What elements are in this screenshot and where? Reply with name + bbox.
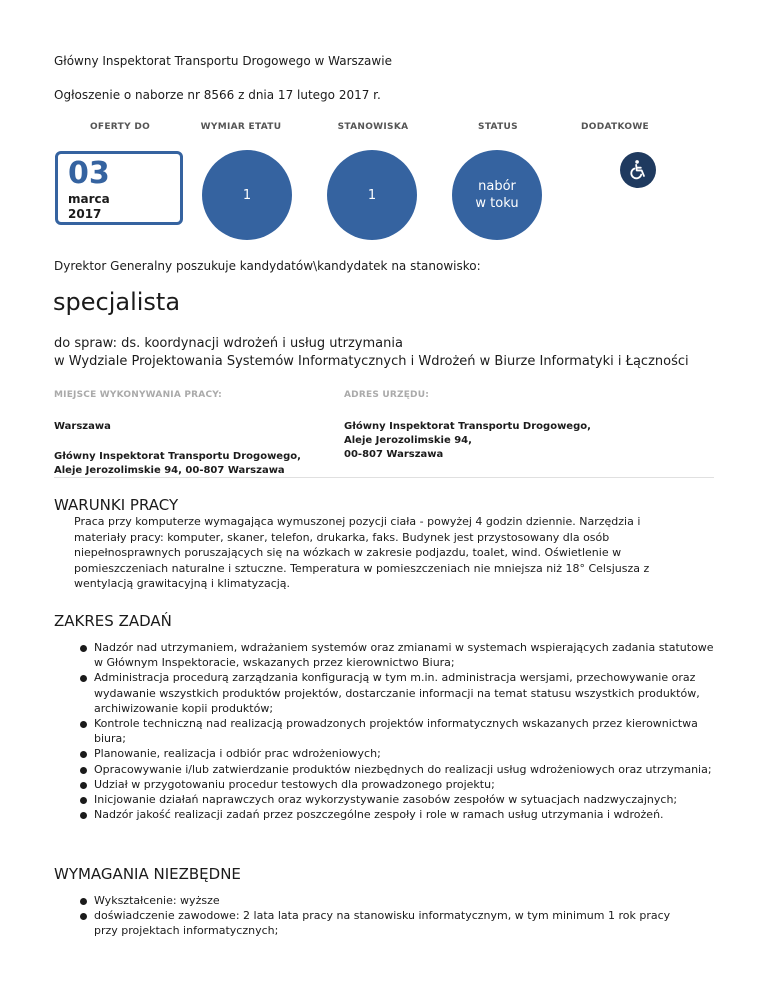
list-item: Nadzór nad utrzymaniem, wdrażaniem systemów oraz zmianami w systemach wspierających zadania statutowe w Głównym Inspektoracie, wskazanych przez kierownictwo Biura; xyxy=(74,640,714,670)
deadline-box xyxy=(55,151,183,225)
requirements-title: WYMAGANIA NIEZBĘDNE xyxy=(54,865,241,883)
list-item: Inicjowanie działań naprawczych oraz wykorzystywanie zasobów zespołów w sytuacjach nadzwyczajnych; xyxy=(74,792,714,807)
office-label: ADRES URZĘDU: xyxy=(344,390,430,400)
duties-title: ZAKRES ZADAŃ xyxy=(54,612,172,630)
positions-value: 1 xyxy=(367,187,377,203)
col-extra: DODATKOWE xyxy=(581,122,649,132)
positions-circle xyxy=(327,150,417,240)
col-offers-until: OFERTY DO xyxy=(89,122,151,132)
requirements-list xyxy=(74,893,694,939)
etat-circle xyxy=(202,150,292,240)
workplace-city: Warszawa xyxy=(54,421,111,432)
office-line2: Aleje Jerozolimskie 94, xyxy=(344,435,472,446)
etat-value: 1 xyxy=(242,187,252,203)
list-item: Wykształcenie: wyższe xyxy=(74,893,694,908)
workplace-line1: Główny Inspektorat Transportu Drogowego, xyxy=(54,451,301,462)
list-item: Kontrole techniczną nad realizacją prowadzonych projektów informatycznych wskazanych przez kierownictwa biura; xyxy=(74,716,714,746)
col-etat: WYMIAR ETATU xyxy=(200,122,282,132)
status-line2: w toku xyxy=(475,196,519,211)
intro-text: Dyrektor Generalny poszukuje kandydatów\kandydatek na stanowisko: xyxy=(54,259,481,273)
col-status: STATUS xyxy=(478,122,518,132)
notice-number: Ogłoszenie o naborze nr 8566 z dnia 17 lutego 2017 r. xyxy=(54,88,381,102)
col-positions: STANOWISKA xyxy=(337,122,409,132)
deadline-month: marca xyxy=(68,192,110,206)
workplace-address xyxy=(54,450,301,478)
wheelchair-icon xyxy=(620,152,656,188)
position-title: specjalista xyxy=(53,288,181,316)
list-item: Administracja procedurą zarządzania konfiguracją w tym m.in. administracja wersjami, przechowywanie oraz wydawanie wszystkich produktów projektów, dostarczanie informacji na temat statusu wszystkich produktów, archiwizowanie kopii produktów; xyxy=(74,670,714,716)
workplace-line2: Aleje Jerozolimskie 94, 00-807 Warszawa xyxy=(54,465,285,476)
office-line1: Główny Inspektorat Transportu Drogowego, xyxy=(344,421,591,432)
position-scope: do spraw: ds. koordynacji wdrożeń i usług utrzymania xyxy=(54,336,403,351)
section-divider xyxy=(54,477,714,478)
workplace-label: MIEJSCE WYKONYWANIA PRACY: xyxy=(54,390,222,400)
institution-name: Główny Inspektorat Transportu Drogowego w Warszawie xyxy=(54,54,392,68)
deadline-day: 03 xyxy=(68,156,110,191)
status-line1: nabór xyxy=(478,179,516,194)
list-item: Planowanie, realizacja i odbiór prac wdrożeniowych; xyxy=(74,746,714,761)
status-circle xyxy=(452,150,542,240)
office-line3: 00-807 Warszawa xyxy=(344,449,444,460)
conditions-title: WARUNKI PRACY xyxy=(54,496,179,514)
duties-list xyxy=(74,640,714,822)
list-item: Opracowywanie i/lub zatwierdzanie produktów niezbędnych do realizacji usług wdrożeniowych oraz utrzymania; xyxy=(74,762,714,777)
office-address xyxy=(344,420,591,462)
list-item: doświadczenie zawodowe: 2 lata lata pracy na stanowisku informatycznym, w tym minimum 1 rok pracy przy projektach informatycznych; xyxy=(74,908,694,938)
list-item: Udział w przygotowaniu procedur testowych dla prowadzonego projektu; xyxy=(74,777,714,792)
conditions-text: Praca przy komputerze wymagająca wymuszonej pozycji ciała - powyżej 4 godzin dziennie. Narzędzia i materiały pracy: komputer, skaner, telefon, drukarka, faks. Budynek jest przystosowany dla osób niepełnosprawnych poruszających się na wózkach w zakresie podjazdu, toalet, wind. Oświetlenie w pomieszczeniach naturalne i sztuczne. Temperatura w pomieszczeniach nie mniejsza niż 18° Celsjusza z wentylacją grawitacyjną i klimatyzacją. xyxy=(74,515,650,590)
position-department: w Wydziale Projektowania Systemów Informatycznych i Wdrożeń w Biurze Informatyki i Łączności xyxy=(54,354,689,369)
list-item: Nadzór jakość realizacji zadań przez poszczególne zespoły i role w ramach usług utrzymania i wdrożeń. xyxy=(74,807,714,822)
deadline-year: 2017 xyxy=(68,207,102,221)
